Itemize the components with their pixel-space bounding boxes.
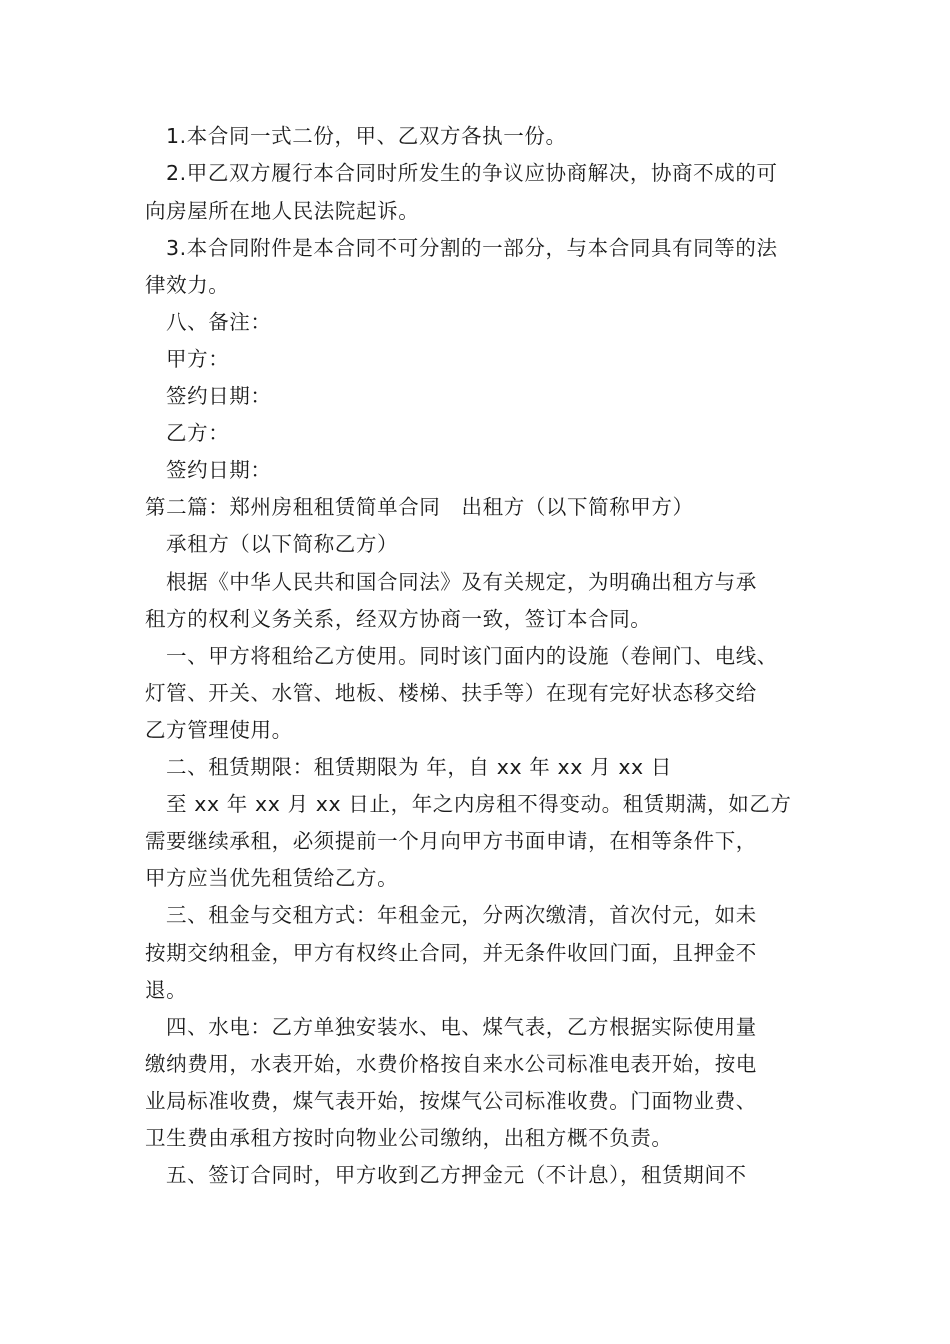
- text-line: 承租方（以下简称乙方）: [166, 532, 399, 556]
- section-heading: 八、备注：: [166, 310, 272, 334]
- text-line: 乙方管理使用。: [145, 718, 293, 742]
- sign-date-label: 签约日期：: [166, 458, 272, 482]
- text-line: 1.本合同一式二份，甲、乙双方各执一份。: [166, 124, 567, 148]
- text-line: 五、签订合同时，甲方收到乙方押金元（不计息），租赁期间不: [166, 1163, 747, 1187]
- text-line: 租方的权利义务关系，经双方协商一致，签订本合同。: [145, 607, 652, 631]
- text-line: 甲方应当优先租赁给乙方。: [145, 866, 399, 890]
- text-line: 二、租赁期限：租赁期限为 年，自 xx 年 xx 月 xx 日: [166, 755, 673, 779]
- text-line: 业局标准收费，煤气表开始，按煤气公司标准收费。门面物业费、: [145, 1089, 757, 1113]
- text-line: 退。: [145, 978, 188, 1002]
- text-line: 向房屋所在地人民法院起诉。: [145, 199, 420, 223]
- text-line: 至 xx 年 xx 月 xx 日止，年之内房租不得变动。租赁期满，如乙方: [166, 792, 792, 816]
- text-line: 2.甲乙双方履行本合同时所发生的争议应协商解决，协商不成的可: [166, 161, 778, 185]
- text-line: 缴纳费用，水表开始，水费价格按自来水公司标准电表开始，按电: [145, 1052, 757, 1076]
- text-line: 一、甲方将租给乙方使用。同时该门面内的设施（卷闸门、电线、: [166, 644, 778, 668]
- text-line: 根据《中华人民共和国合同法》及有关规定，为明确出租方与承: [166, 570, 757, 594]
- text-line: 四、水电：乙方单独安装水、电、煤气表，乙方根据实际使用量: [166, 1015, 757, 1039]
- party-b-label: 乙方：: [166, 421, 230, 445]
- text-line: 灯管、开关、水管、地板、楼梯、扶手等）在现有完好状态移交给: [145, 681, 757, 705]
- sign-date-label: 签约日期：: [166, 384, 272, 408]
- text-line: 律效力。: [145, 273, 230, 297]
- text-line: 3.本合同附件是本合同不可分割的一部分，与本合同具有同等的法: [166, 236, 778, 260]
- text-line: 卫生费由承租方按时向物业公司缴纳，出租方概不负责。: [145, 1126, 673, 1150]
- chapter-title: 第二篇：郑州房租租赁简单合同 出租方（以下简称甲方）: [145, 495, 694, 519]
- text-line: 按期交纳租金，甲方有权终止合同，并无条件收回门面，且押金不: [145, 941, 757, 965]
- party-a-label: 甲方：: [166, 347, 230, 371]
- text-line: 三、租金与交租方式：年租金元，分两次缴清，首次付元，如未: [166, 903, 757, 927]
- text-line: 需要继续承租，必须提前一个月向甲方书面申请，在相等条件下，: [145, 829, 757, 853]
